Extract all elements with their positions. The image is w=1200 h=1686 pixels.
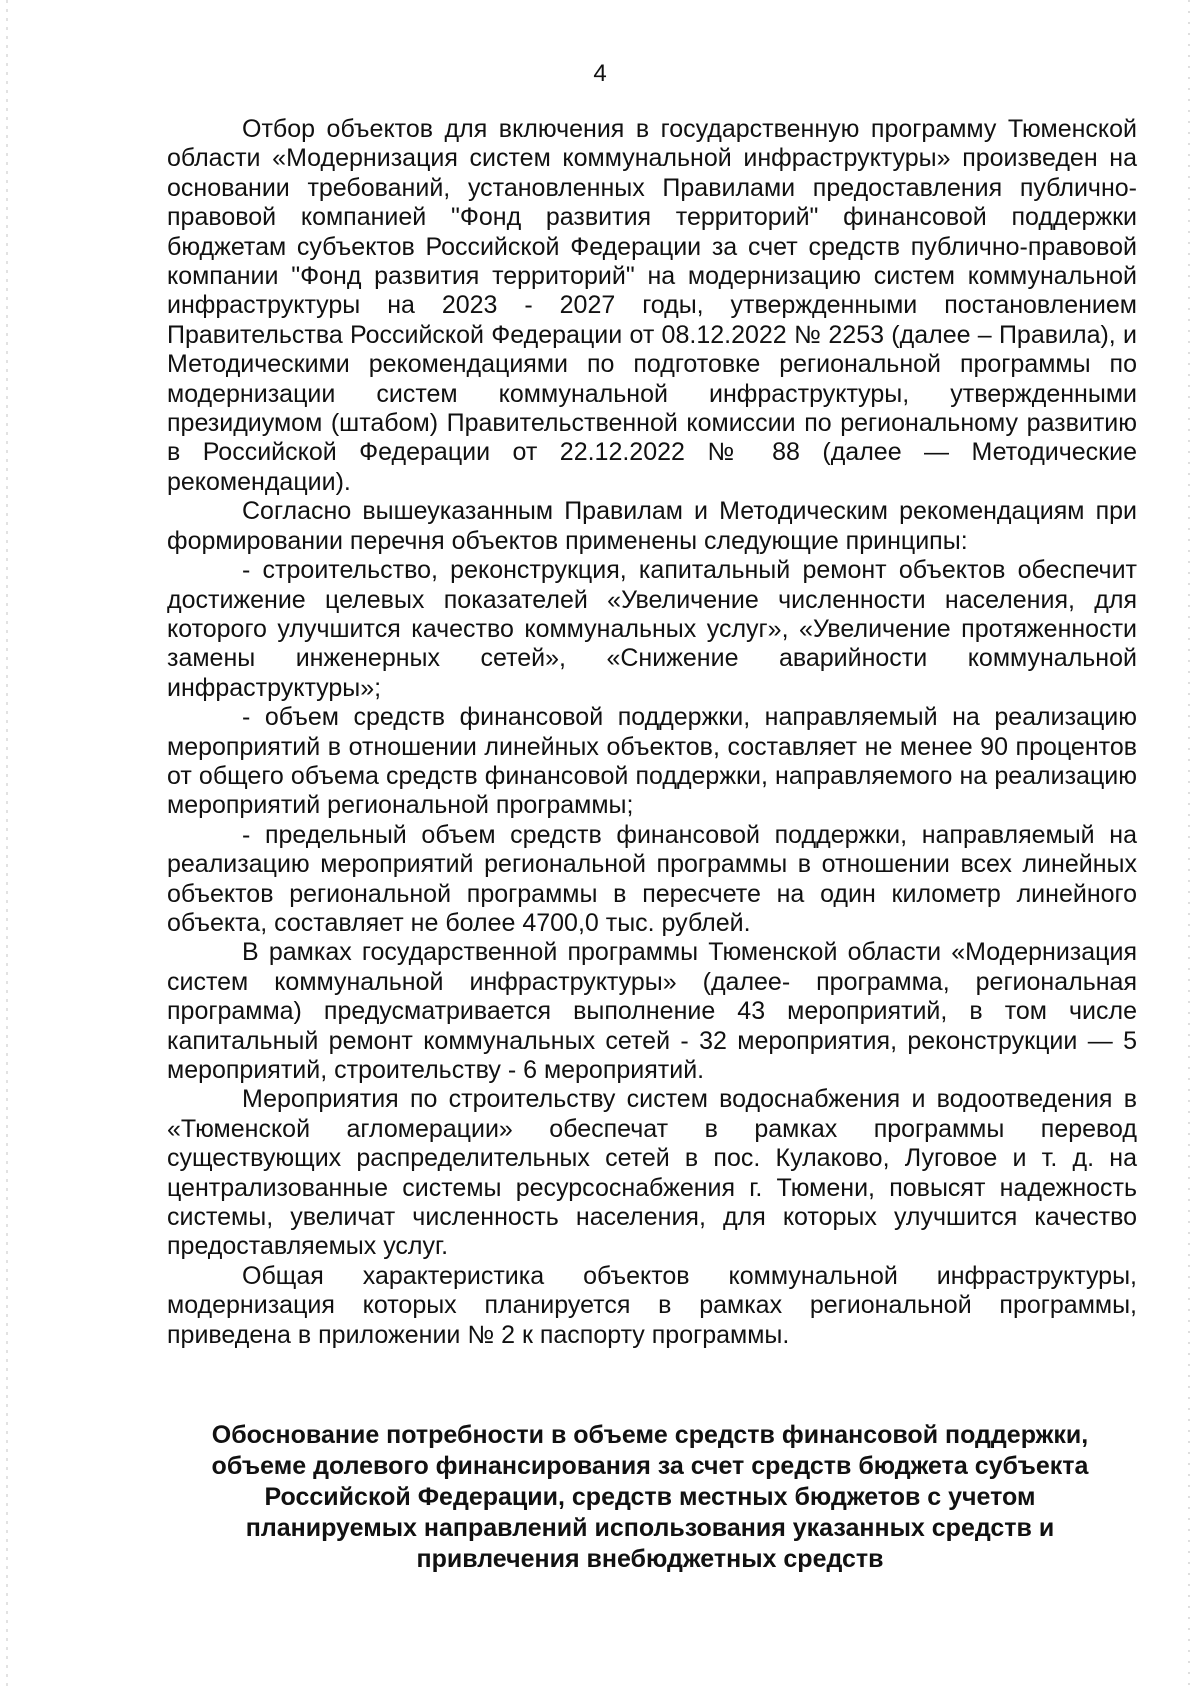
page-number: 4 xyxy=(593,60,607,87)
paragraph: Отбор объектов для включения в государственную программу Тюменской области «Модернизация систем коммунальной инфраструктуры» произведен на основании требований, установленных Правилами предоставления публично-правовой компанией "Фонд развития территорий" финансовой поддержки бюджетам субъектов Российской Федерации за счет средств публично-правовой компании "Фонд развития территорий" на модернизацию систем коммунальной инфраструктуры на 2023 - 2027 годы, утвержденными постановлением Правительства Российской Федерации от 08.12.2022 № 2253 (далее – Правила), и Методическими рекомендациями по подготовке региональной программы по модернизации систем коммунальной инфраструктуры, утвержденными президиумом (штабом) Правительственной комиссии по региональному развитию в Российской Федерации от 22.12.2022 № 88 (далее — Методические рекомендации). xyxy=(167,115,1137,496)
paragraph: Общая характеристика объектов коммунальной инфраструктуры, модернизация которых планируется в рамках региональной программы, приведена в приложении № 2 к паспорту программы. xyxy=(167,1261,1137,1349)
section-heading xyxy=(150,1420,1150,1575)
paragraph: - строительство, реконструкция, капитальный ремонт объектов обеспечит достижение целевых показателей «Увеличение численности населения, для которого улучшится качество коммунальных услуг», «Увеличение протяженности замены инженерных сетей», «Снижение аварийности коммунальной инфраструктуры»; xyxy=(167,556,1137,702)
paragraph: В рамках государственной программы Тюменской области «Модернизация систем коммунальной инфраструктуры» (далее- программа, региональная программа) предусматривается выполнение 43 мероприятий, в том числе капитальный ремонт коммунальных сетей - 32 мероприятия, реконструкции — 5 мероприятий, строительству - 6 мероприятий. xyxy=(167,938,1137,1084)
paragraph: - объем средств финансовой поддержки, направляемый на реализацию мероприятий в отношении линейных объектов, составляет не менее 90 процентов от общего объема средств финансовой поддержки, направляемого на реализацию мероприятий региональной программы; xyxy=(167,703,1137,820)
heading-line: объеме долевого финансирования за счет средств бюджета субъекта xyxy=(211,1452,1089,1480)
paragraph: - предельный объем средств финансовой поддержки, направляемый на реализацию мероприятий региональной программы в отношении всех линейных объектов региональной программы в пересчете на один километр линейного объекта, составляет не более 4700,0 тыс. рублей. xyxy=(167,820,1137,937)
body-text xyxy=(167,115,1137,1350)
scan-edge-right xyxy=(1188,0,1190,1686)
paragraph: Согласно вышеуказанным Правилам и Методическим рекомендациям при формировании перечня объектов применены следующие принципы: xyxy=(167,497,1137,555)
paragraph: Мероприятия по строительству систем водоснабжения и водоотведения в «Тюменской агломерации» обеспечат в рамках программы перевод существующих распределительных сетей в пос. Кулаково, Луговое и т. д. на централизованные системы ресурсоснабжения г. Тюмени, повысят надежность системы, увеличат численность населения, для которых улучшится качество предоставляемых услуг. xyxy=(167,1085,1137,1261)
heading-line: привлечения внебюджетных средств xyxy=(416,1545,884,1573)
heading-line: Обоснование потребности в объеме средств финансовой поддержки, xyxy=(211,1421,1089,1449)
scan-edge-left xyxy=(6,0,8,1686)
heading-line: планируемых направлений использования указанных средств и xyxy=(245,1514,1055,1542)
heading-line: Российской Федерации, средств местных бюджетов с учетом xyxy=(264,1483,1036,1511)
